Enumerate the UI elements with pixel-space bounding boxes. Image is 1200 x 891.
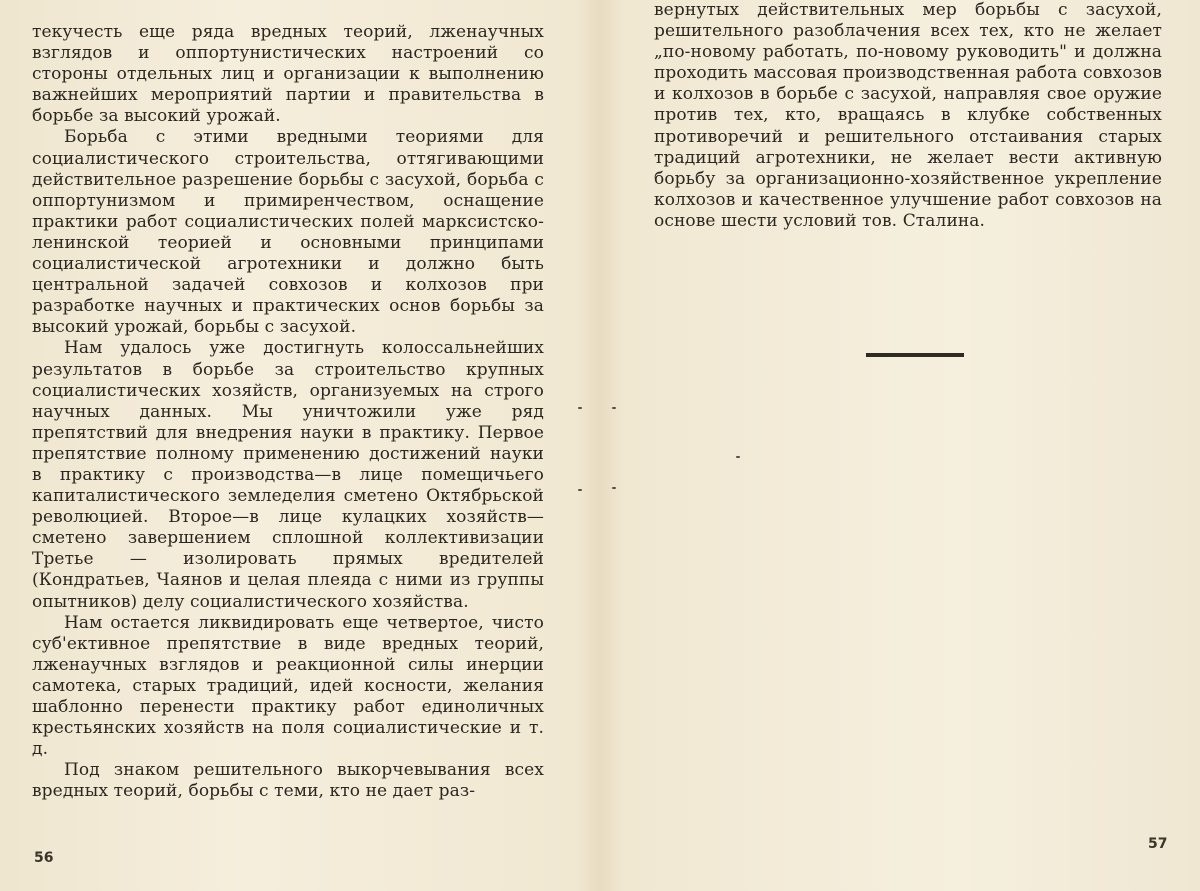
print-speck — [578, 489, 582, 491]
print-speck — [612, 407, 616, 409]
paragraph: Нам удалось уже достигнуть колоссальнейших результатов в борьбе за строительство крупных социалистических хозяйств, организуемых на строго научных данных. Мы уничтожили уже ряд препятствий для внедрения науки в практику. Первое препятствие полному применению достижений науки в практику с производства—в лице помещичьего капиталистического земледелия сметено Октябрьской революцией. Второе—в лице кулацких хозяйств—сметено завершением сплошной коллективизации Третье — изолировать прямых вредителей (Кондратьев, Чаянов и целая плеяда с ними из группы опытников) делу социалистического хозяйства. — [32, 338, 544, 612]
page-number: 56 — [34, 850, 54, 866]
paragraph: Под знаком решительного выкорчевывания всех вредных теорий, борьбы с теми, кто не дает раз- — [32, 760, 544, 802]
paragraph: текучесть еще ряда вредных теорий, лженаучных взглядов и оппортунистических настроений со стороны отдельных лиц и организации к выполнению важнейших мероприятий партии и правительства в борьбе за высокий урожай. — [32, 22, 544, 127]
left-page-text — [32, 22, 544, 802]
right-page-text — [654, 0, 1162, 232]
page-number: 57 — [1148, 836, 1168, 852]
paragraph: вернутых действительных мер борьбы с засухой, решительного разоблачения всех тех, кто не желает „по-новому работать, по-новому руководить" и должна проходить массовая производственная работа совхозов и колхозов в борьбе с засухой, направляя свое оружие против тех, кто, вращаясь в клубке собственных противоречий и решительного отстаивания старых традиций агротехники, не желает вести активную борьбу за организационно-хозяйственное укрепление колхозов и качественное улучшение работ совхозов на основе шести условий тов. Сталина. — [654, 0, 1162, 231]
print-speck — [736, 456, 740, 458]
right-page — [600, 0, 1200, 891]
section-end-rule — [866, 353, 964, 357]
paragraph: Борьба с этими вредными теориями для социалистического строительства, оттягивающими действительное разрешение борьбы с засухой, борьба с оппортунизмом и примиренчеством, оснащение практики работ социалистических полей марксистско-ленинской теорией и основными принципами социалистической агротехники и должно быть центральной задачей совхозов и колхозов при разработке научных и практических основ борьбы за высокий урожай, борьбы с засухой. — [32, 127, 544, 338]
paragraph: Нам остается ликвидировать еще четвертое, чисто суб'ективное препятствие в виде вредных теорий, лженаучных взглядов и реакционной силы инерции самотека, старых традиций, идей косности, желания шаблонно перенести практику работ единоличных крестьянских хозяйств на поля социалистические и т. д. — [32, 612, 544, 760]
print-speck — [578, 407, 582, 409]
print-speck — [612, 487, 616, 489]
